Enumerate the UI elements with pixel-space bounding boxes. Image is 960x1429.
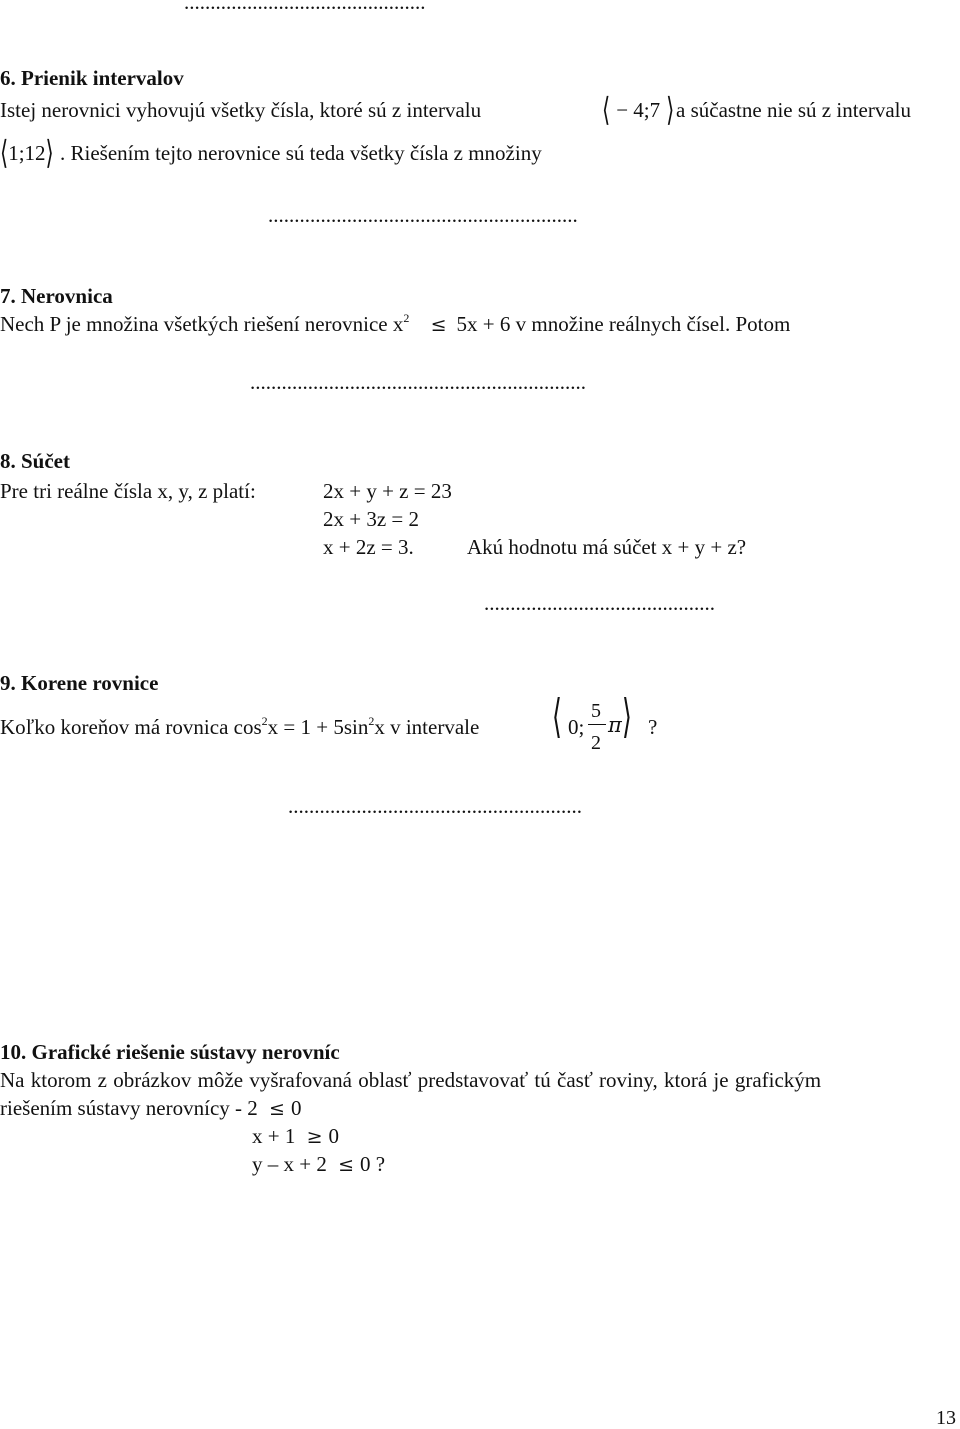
section-9-question xyxy=(0,714,480,739)
section-7-text-a: Nech P je množina všetkých riešení nerovnice x xyxy=(0,312,404,336)
right-angle-bracket: ⟩ xyxy=(622,691,632,742)
section-6-interval-2 xyxy=(0,134,54,172)
less-equal-symbol: ≤ xyxy=(338,1154,355,1176)
exponent: 2 xyxy=(403,311,410,325)
section-7-heading: 7. Nerovnica xyxy=(0,284,113,308)
equation-1: 2x + y + z = 23 xyxy=(323,479,452,503)
exponent: 2 xyxy=(261,714,268,728)
section-10-line2-text: riešením sústavy nerovnícy - 2 xyxy=(0,1096,258,1120)
left-angle-bracket: ⟨ xyxy=(602,91,611,129)
section-8-heading: 8. Súčet xyxy=(0,449,70,473)
section-8-answer: ............................................ xyxy=(484,591,715,615)
exponent: 2 xyxy=(368,714,375,728)
section-6-heading: 6. Prienik intervalov xyxy=(0,66,184,90)
greater-equal-symbol: ≥ xyxy=(306,1126,323,1148)
left-angle-bracket: ⟨ xyxy=(552,691,562,742)
interval-2-value: 1;12 xyxy=(8,141,46,165)
section-9-heading: 9. Korene rovnice xyxy=(0,671,159,695)
less-equal-symbol: ≤ xyxy=(269,1098,285,1120)
fraction-bar xyxy=(588,724,606,725)
section-8-intro: Pre tri reálne čísla x, y, z platí: xyxy=(0,479,256,503)
inequality-3-lhs: y – x + 2 xyxy=(252,1152,327,1176)
interval-1-value: − 4;7 xyxy=(616,98,661,122)
section-10-line1-text: Na ktorom z obrázkov môže vyšrafovaná oblasť predstavovať tú časť roviny, ktorá je grafickým xyxy=(0,1068,822,1092)
question-mark: ? xyxy=(648,715,658,739)
right-angle-bracket: ⟩ xyxy=(666,91,675,129)
section-10-heading: 10. Grafické riešenie sústavy nerovníc xyxy=(0,1040,340,1064)
equation-3: x + 2z = 3. xyxy=(323,535,414,559)
section-9-answer: ........................................................ xyxy=(288,794,582,818)
section-10-text-line1 xyxy=(0,1070,958,1091)
section-10-text-line2 xyxy=(0,1098,301,1119)
fraction-denominator: 2 xyxy=(591,732,601,754)
section-7-text-b: 5x + 6 v množine reálnych čísel. Potom xyxy=(456,312,791,336)
top-answer-dots: .............................................. xyxy=(184,0,426,14)
section-7-answer: ................................................................ xyxy=(250,370,586,394)
section-9-text-a: Koľko koreňov má rovnica cos xyxy=(0,715,262,739)
section-6-answer: ........................................................... xyxy=(268,203,578,227)
section-10-line2-value: 0 xyxy=(290,1096,302,1120)
section-6-text-line1-end: a súčastne nie sú z intervalu xyxy=(676,98,911,122)
section-8-question: Akú hodnotu má súčet x + y + z? xyxy=(467,535,747,559)
section-6-interval-1 xyxy=(602,91,675,129)
equation-2: 2x + 3z = 2 xyxy=(323,507,420,531)
left-angle-bracket: ⟨ xyxy=(0,134,9,172)
right-angle-bracket: ⟩ xyxy=(45,134,54,172)
pi-symbol: π xyxy=(608,713,622,737)
section-7-text xyxy=(0,311,791,336)
interval-start: 0; xyxy=(568,715,585,739)
section-9-text-c: x v intervale xyxy=(374,715,480,739)
inequality-3-rhs: 0 ? xyxy=(360,1152,386,1176)
section-6-text-line1: Istej nerovnici vyhovujú všetky čísla, ktoré sú z intervalu xyxy=(0,98,482,122)
section-9-text-b: x = 1 + 5sin xyxy=(267,715,369,739)
inequality-2 xyxy=(252,1126,339,1147)
inequality-2-lhs: x + 1 xyxy=(252,1124,296,1148)
inequality-2-rhs: 0 xyxy=(328,1124,340,1148)
inequality-3 xyxy=(252,1154,385,1175)
section-6-text-line2: . Riešením tejto nerovnice sú teda všetky čísla z množiny xyxy=(60,141,542,165)
fraction-numerator: 5 xyxy=(591,700,601,722)
less-equal-symbol: ≤ xyxy=(430,314,447,336)
page-number: 13 xyxy=(936,1407,956,1429)
